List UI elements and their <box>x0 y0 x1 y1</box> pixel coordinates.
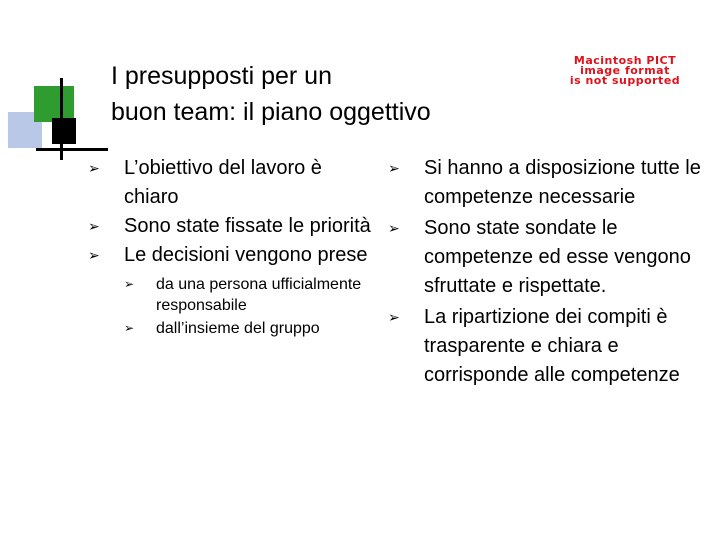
bullet-text: L’obiettivo del lavoro è chiaro <box>124 157 322 208</box>
logo-green-square <box>34 86 74 122</box>
sub-bullet-text: da una persona ufficialmente responsabile <box>156 276 362 314</box>
logo-black-square <box>52 118 76 144</box>
logo-horizontal-line <box>36 148 108 151</box>
arrowhead-bullet-icon: ➢ <box>388 310 400 326</box>
list-item <box>88 154 378 212</box>
list-item <box>388 154 708 212</box>
placeholder-line-1: Macintosh PICT <box>573 54 677 67</box>
arrowhead-bullet-icon: ➢ <box>124 277 135 291</box>
left-column <box>88 154 378 339</box>
arrowhead-bullet-icon: ➢ <box>124 321 135 335</box>
list-item <box>388 303 708 390</box>
arrowhead-bullet-icon: ➢ <box>88 161 100 177</box>
right-column <box>388 154 708 390</box>
arrowhead-bullet-icon: ➢ <box>88 219 100 235</box>
list-item <box>88 212 378 241</box>
sub-bullet-text: dall’insieme del gruppo <box>156 320 320 337</box>
left-bullet-list <box>88 154 378 339</box>
slide-logo <box>0 0 120 170</box>
placeholder-line-3: is not supported <box>569 74 681 87</box>
list-item <box>388 214 708 301</box>
arrowhead-bullet-icon: ➢ <box>388 221 400 237</box>
title-line-1: I presupposti per un <box>111 62 332 90</box>
bullet-text: Sono state fissate le priorità <box>124 215 371 237</box>
sub-list-item <box>124 318 378 339</box>
slide-title <box>111 58 531 130</box>
bullet-text: Sono state sondate le competenze ed esse vengono sfruttate e rispettate. <box>424 217 691 297</box>
bullet-text: Le decisioni vengono prese <box>124 244 368 266</box>
placeholder-line-2: image format <box>580 64 670 77</box>
bullet-text: La ripartizione dei compiti è trasparente e chiara e corrisponde alle competenze <box>424 306 680 386</box>
unsupported-image-placeholder <box>545 56 705 86</box>
title-line-2: buon team: il piano oggettivo <box>111 98 431 126</box>
arrowhead-bullet-icon: ➢ <box>388 161 400 177</box>
bullet-text: Si hanno a disposizione tutte le competenze necessarie <box>424 157 701 208</box>
arrowhead-bullet-icon: ➢ <box>88 248 100 264</box>
sub-bullet-list <box>124 274 378 339</box>
sub-list-item <box>124 274 378 316</box>
right-bullet-list <box>388 154 708 390</box>
list-item <box>88 241 378 339</box>
